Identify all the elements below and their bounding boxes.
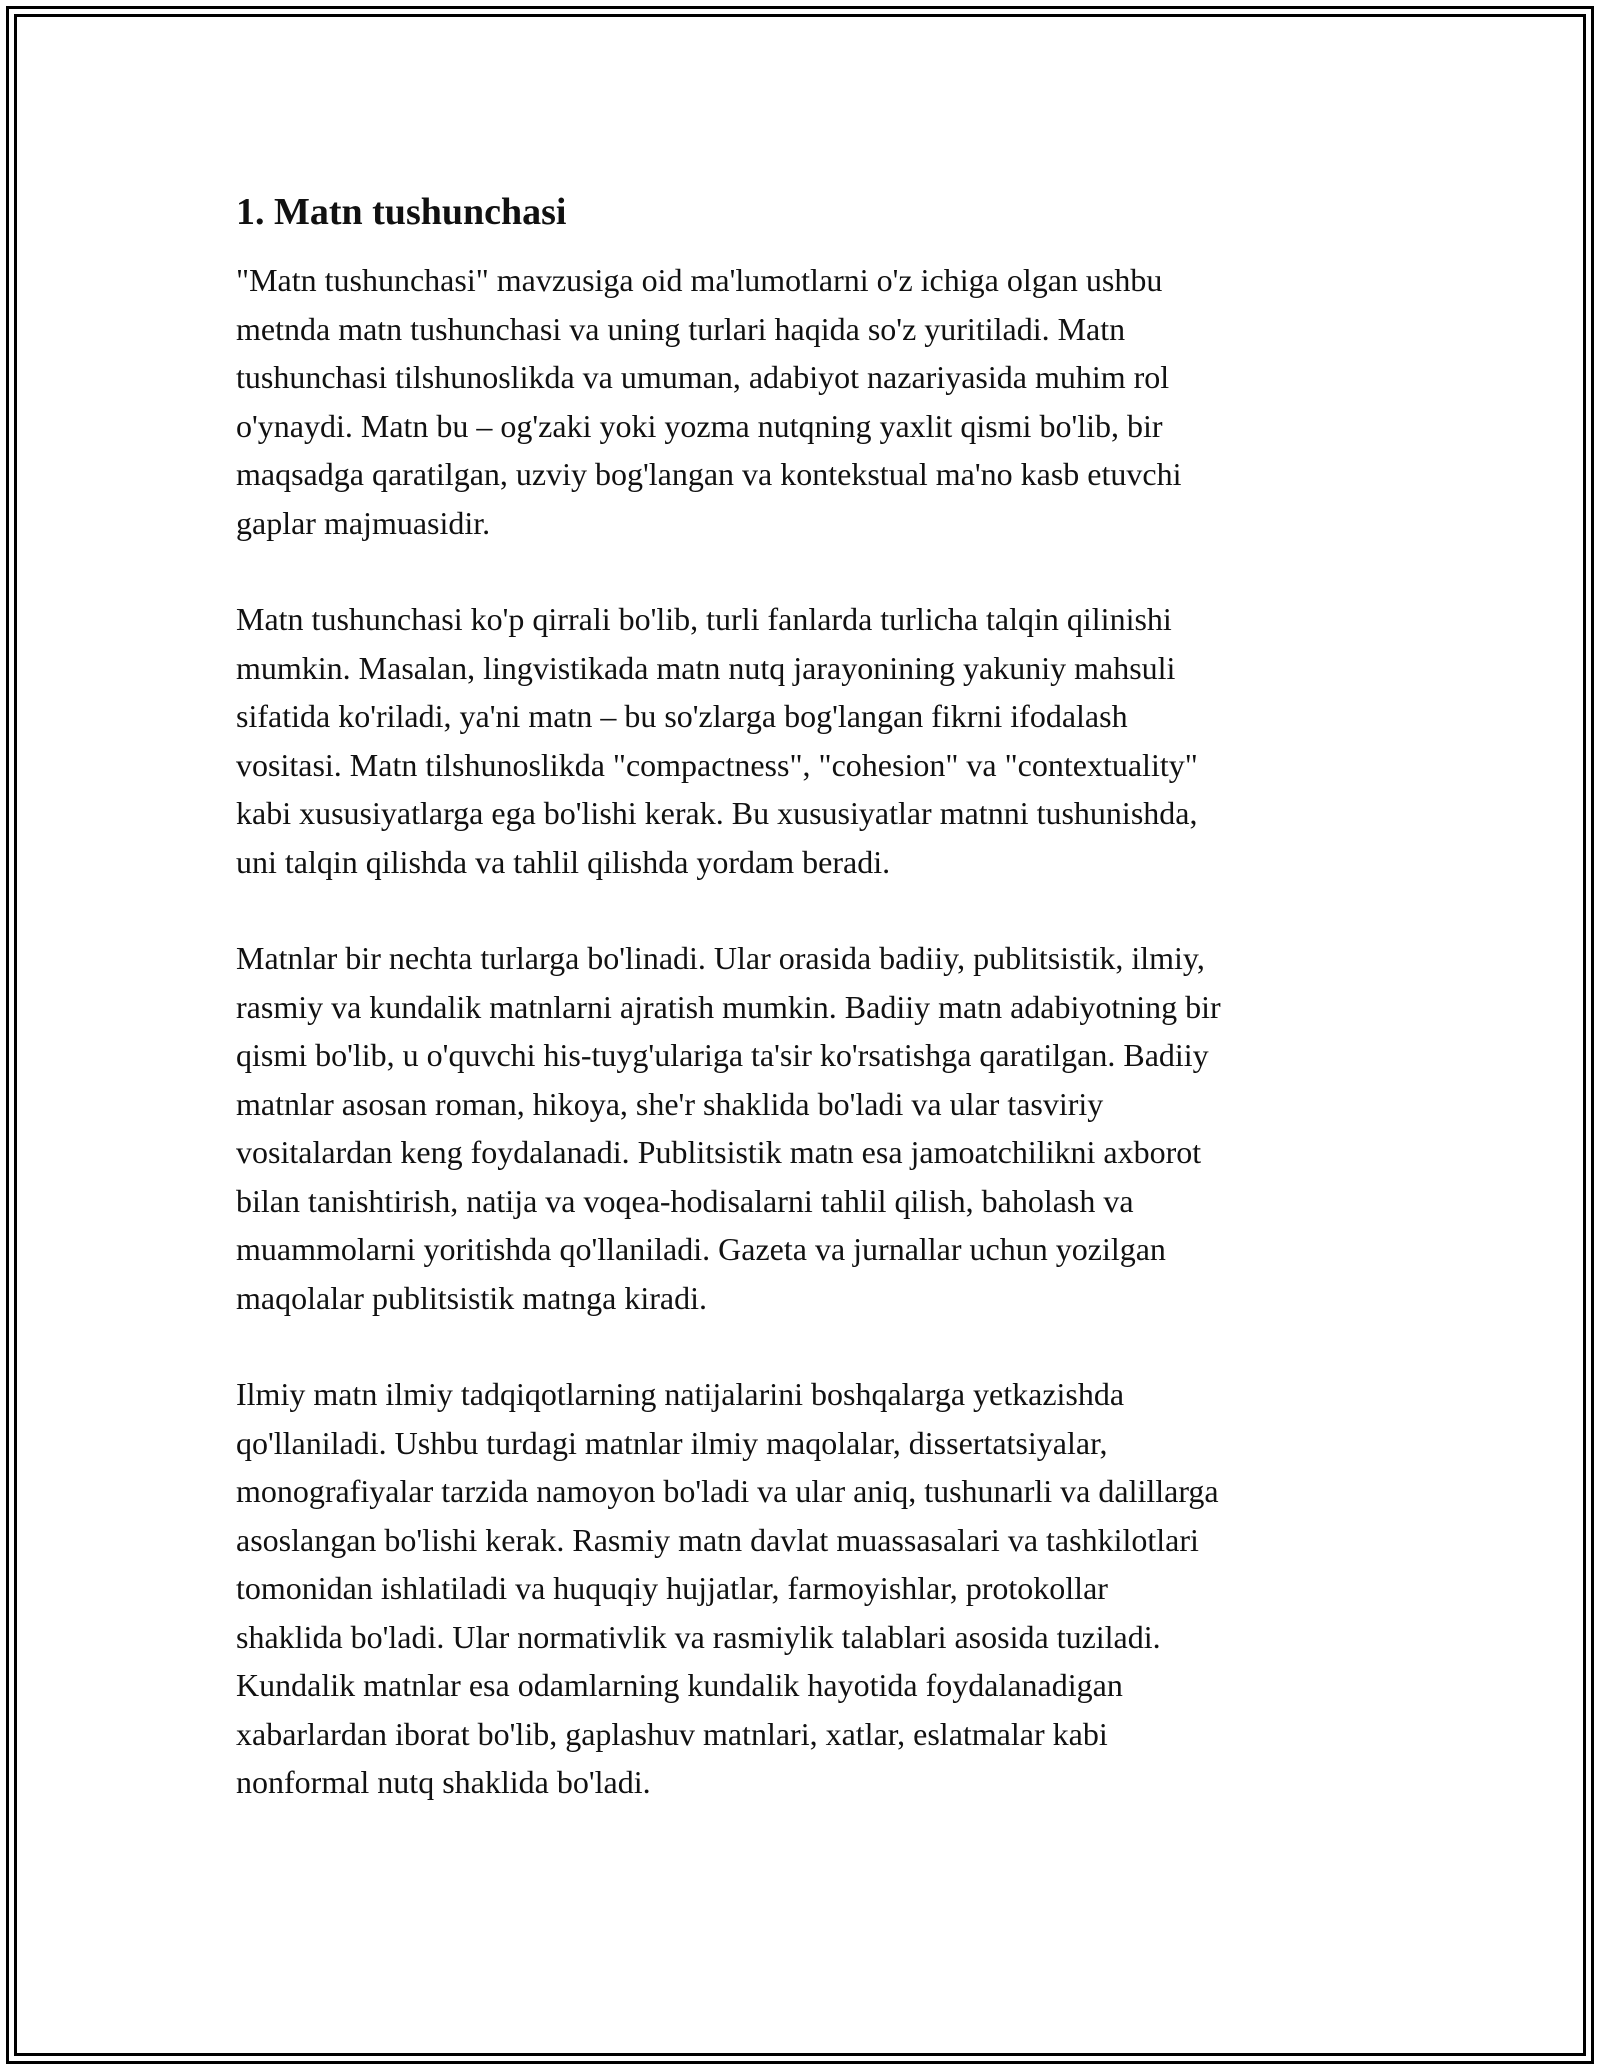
paragraph — [236, 256, 1376, 547]
text-line: muammolarni yoritishda qo'llaniladi. Gazeta va jurnallar uchun yozilgan — [236, 1231, 1166, 1267]
text-line: xabarlardan iborat bo'lib, gaplashuv matnlari, xatlar, eslatmalar kabi — [236, 1715, 1108, 1752]
text-line: nonformal nutq shaklida bo'ladi. — [236, 1764, 651, 1800]
text-line: kabi xususiyatlarga ega bo'lishi kerak. Bu xususiyatlar matnni tushunishda, — [236, 795, 1198, 831]
text-line: shaklida bo'ladi. Ular normativlik va rasmiylik talablari asosida tuziladi. — [236, 1618, 1161, 1655]
text-line: Kundalik matnlar esa odamlarning kundalik hayotida foydalanadigan — [236, 1667, 1123, 1703]
text-line: "Matn tushunchasi" mavzusiga oid ma'lumotlarni o'z ichiga olgan ushbu — [236, 262, 1163, 298]
section-title: 1. Matn tushunchasi — [236, 191, 567, 233]
text-line: vositalardan keng foydalanadi. Publitsistik matn esa jamoatchilikni axborot — [236, 1134, 1202, 1170]
paragraph-list — [236, 256, 1376, 1807]
text-line: tushunchasi tilshunoslikda va umuman, adabiyot nazariyasida muhim rol — [236, 359, 1170, 395]
text-line: monografiyalar tarzida namoyon bo'ladi va ular aniq, tushunarli va dalillarga — [236, 1473, 1219, 1509]
text-line: maqsadga qaratilgan, uzviy bog'langan va kontekstual ma'no kasb etuvchi — [236, 456, 1182, 492]
text-line: vositasi. Matn tilshunoslikda "compactness", "cohesion" va "contextuality" — [236, 746, 1198, 783]
text-line: qismi bo'lib, u o'quvchi his-tuyg'ulariga ta'sir ko'rsatishga qaratilgan. Badiiy — [236, 1037, 1209, 1073]
document-body — [236, 186, 1376, 1855]
text-line: bilan tanishtirish, natija va voqea-hodisalarni tahlil qilish, baholash va — [236, 1182, 1134, 1219]
text-line: rasmiy va kundalik matnlarni ajratish mumkin. Badiiy matn adabiyotning bir — [236, 988, 1221, 1025]
paragraph — [236, 934, 1376, 1322]
text-line: asoslangan bo'lishi kerak. Rasmiy matn davlat muassasalari va tashkilotlari — [236, 1521, 1199, 1558]
text-line: gaplar majmuasidir. — [236, 504, 491, 541]
paragraph — [236, 595, 1376, 886]
text-line: Matnlar bir nechta turlarga bo'linadi. Ular orasida badiiy, publitsistik, ilmiy, — [236, 940, 1205, 976]
text-line: o'ynaydi. Matn bu – og'zaki yoki yozma nutqning yaxlit qismi bo'lib, bir — [236, 407, 1163, 444]
text-line: uni talqin qilishda va tahlil qilishda yordam beradi. — [236, 843, 891, 880]
text-line: Ilmiy matn ilmiy tadqiqotlarning natijalarini boshqalarga yetkazishda — [236, 1376, 1125, 1412]
text-line: mumkin. Masalan, lingvistikada matn nutq jarayonining yakuniy mahsuli — [236, 649, 1176, 686]
text-line: metnda matn tushunchasi va uning turlari haqida so'z yuritiladi. Matn — [236, 310, 1126, 347]
text-line: maqolalar publitsistik matnga kiradi. — [236, 1279, 708, 1316]
text-line: Matn tushunchasi ko'p qirrali bo'lib, turli fanlarda turlicha talqin qilinishi — [236, 601, 1172, 637]
text-line: matnlar asosan roman, hikoya, she'r shaklida bo'ladi va ular tasviriy — [236, 1085, 1104, 1122]
text-line: qo'llaniladi. Ushbu turdagi matnlar ilmiy maqolalar, dissertatsiyalar, — [236, 1424, 1108, 1461]
text-line: tomonidan ishlatiladi va huquqiy hujjatlar, farmoyishlar, protokollar — [236, 1570, 1108, 1606]
text-line: sifatida ko'riladi, ya'ni matn – bu so'zlarga bog'langan fikrni ifodalash — [236, 698, 1128, 734]
paragraph — [236, 1370, 1376, 1807]
